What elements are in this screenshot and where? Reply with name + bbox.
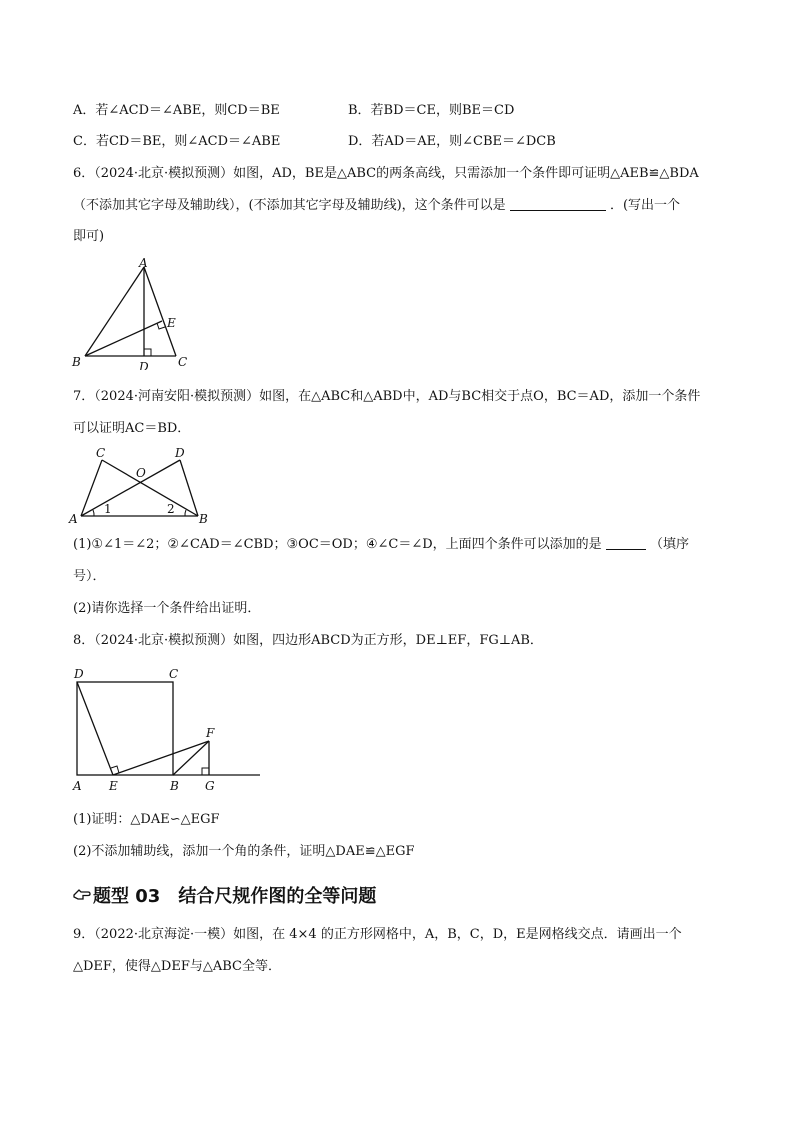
label-d: D (139, 360, 149, 370)
q8-line1: 8．（2024·北京·模拟预测）如图，四边形ABCD为正方形，DE⊥EF，FG⊥AB． (73, 633, 543, 648)
q6-line2-text: （不添加其它字母及辅助线），(不添加其它字母及辅助线)，这个条件可以是 (73, 198, 506, 213)
q7-part1-text: (1)①∠1＝∠2；②∠CAD＝∠CBD；③OC＝OD；④∠C＝∠D，上面四个条件可以添加的是 (73, 537, 602, 552)
q9-line1: 9．（2022·北京海淀·一模）如图，在 4×4 的正方形网格中，A，B，C，D，E是网格线交点．请画出一个 (73, 927, 682, 942)
label-c: C (178, 355, 188, 369)
option-a: A．若∠ACD＝∠ABE，则CD＝BE (73, 103, 280, 118)
q7-part2: (2)请你选择一个条件给出证明． (73, 601, 261, 616)
q6-line1: 6．（2024·北京·模拟预测）如图，AD，BE是△ABC的两条高线，只需添加一个条件即可证明△AEB≌△BDA (73, 166, 699, 181)
q8-square-figure (66, 664, 266, 794)
q7-line1: 7．（2024·河南安阳·模拟预测）如图，在△ABC和△ABD中，AD与BC相交于点O，BC＝AD，添加一个条件 (73, 389, 701, 404)
label-d: D (74, 667, 84, 681)
label-b: B (170, 779, 179, 793)
q8-part2: (2)不添加辅助线，添加一个角的条件，证明△DAE≌△EGF (73, 844, 415, 859)
q6-triangle-figure (66, 255, 196, 370)
pointing-hand-icon (73, 886, 93, 907)
answer-blank (510, 198, 606, 211)
q6-line2 (73, 197, 680, 215)
label-a: A (69, 512, 78, 526)
label-e: E (167, 316, 176, 330)
q6-line2-end: ．(写出一个 (609, 198, 681, 213)
q7-part1-end: （填序 (649, 537, 689, 552)
section-title: 题型 03 结合尺规作图的全等问题 (93, 886, 377, 907)
option-d: D．若AD＝AE，则∠CBE＝∠DCB (348, 134, 556, 149)
q9-line2: △DEF，使得△DEF与△ABC全等． (73, 959, 281, 974)
q7-part1-cont: 号）． (73, 569, 106, 584)
label-o: O (136, 466, 146, 480)
q7-line2: 可以证明AC＝BD． (73, 421, 191, 436)
label-d: D (175, 446, 185, 460)
q6-line3: 即可) (73, 229, 105, 244)
option-b: B．若BD＝CE，则BE＝CD (348, 103, 515, 118)
option-c: C．若CD＝BE，则∠ACD＝∠ABE (73, 134, 281, 149)
label-a: A (73, 779, 82, 793)
label-f: F (206, 726, 215, 740)
angle-2-label: 2 (167, 502, 175, 516)
answer-blank (606, 537, 646, 550)
q8-part1: (1)证明：△DAE∽△EGF (73, 812, 220, 827)
label-a: A (139, 256, 148, 270)
label-b: B (199, 512, 208, 526)
label-c: C (96, 446, 106, 460)
label-e: E (109, 779, 118, 793)
label-c: C (169, 667, 179, 681)
section-heading (73, 882, 376, 908)
angle-1-label: 1 (104, 502, 112, 516)
q7-part1 (73, 536, 689, 554)
label-g: G (205, 779, 215, 793)
label-b: B (72, 355, 81, 369)
q7-figure (66, 444, 216, 526)
